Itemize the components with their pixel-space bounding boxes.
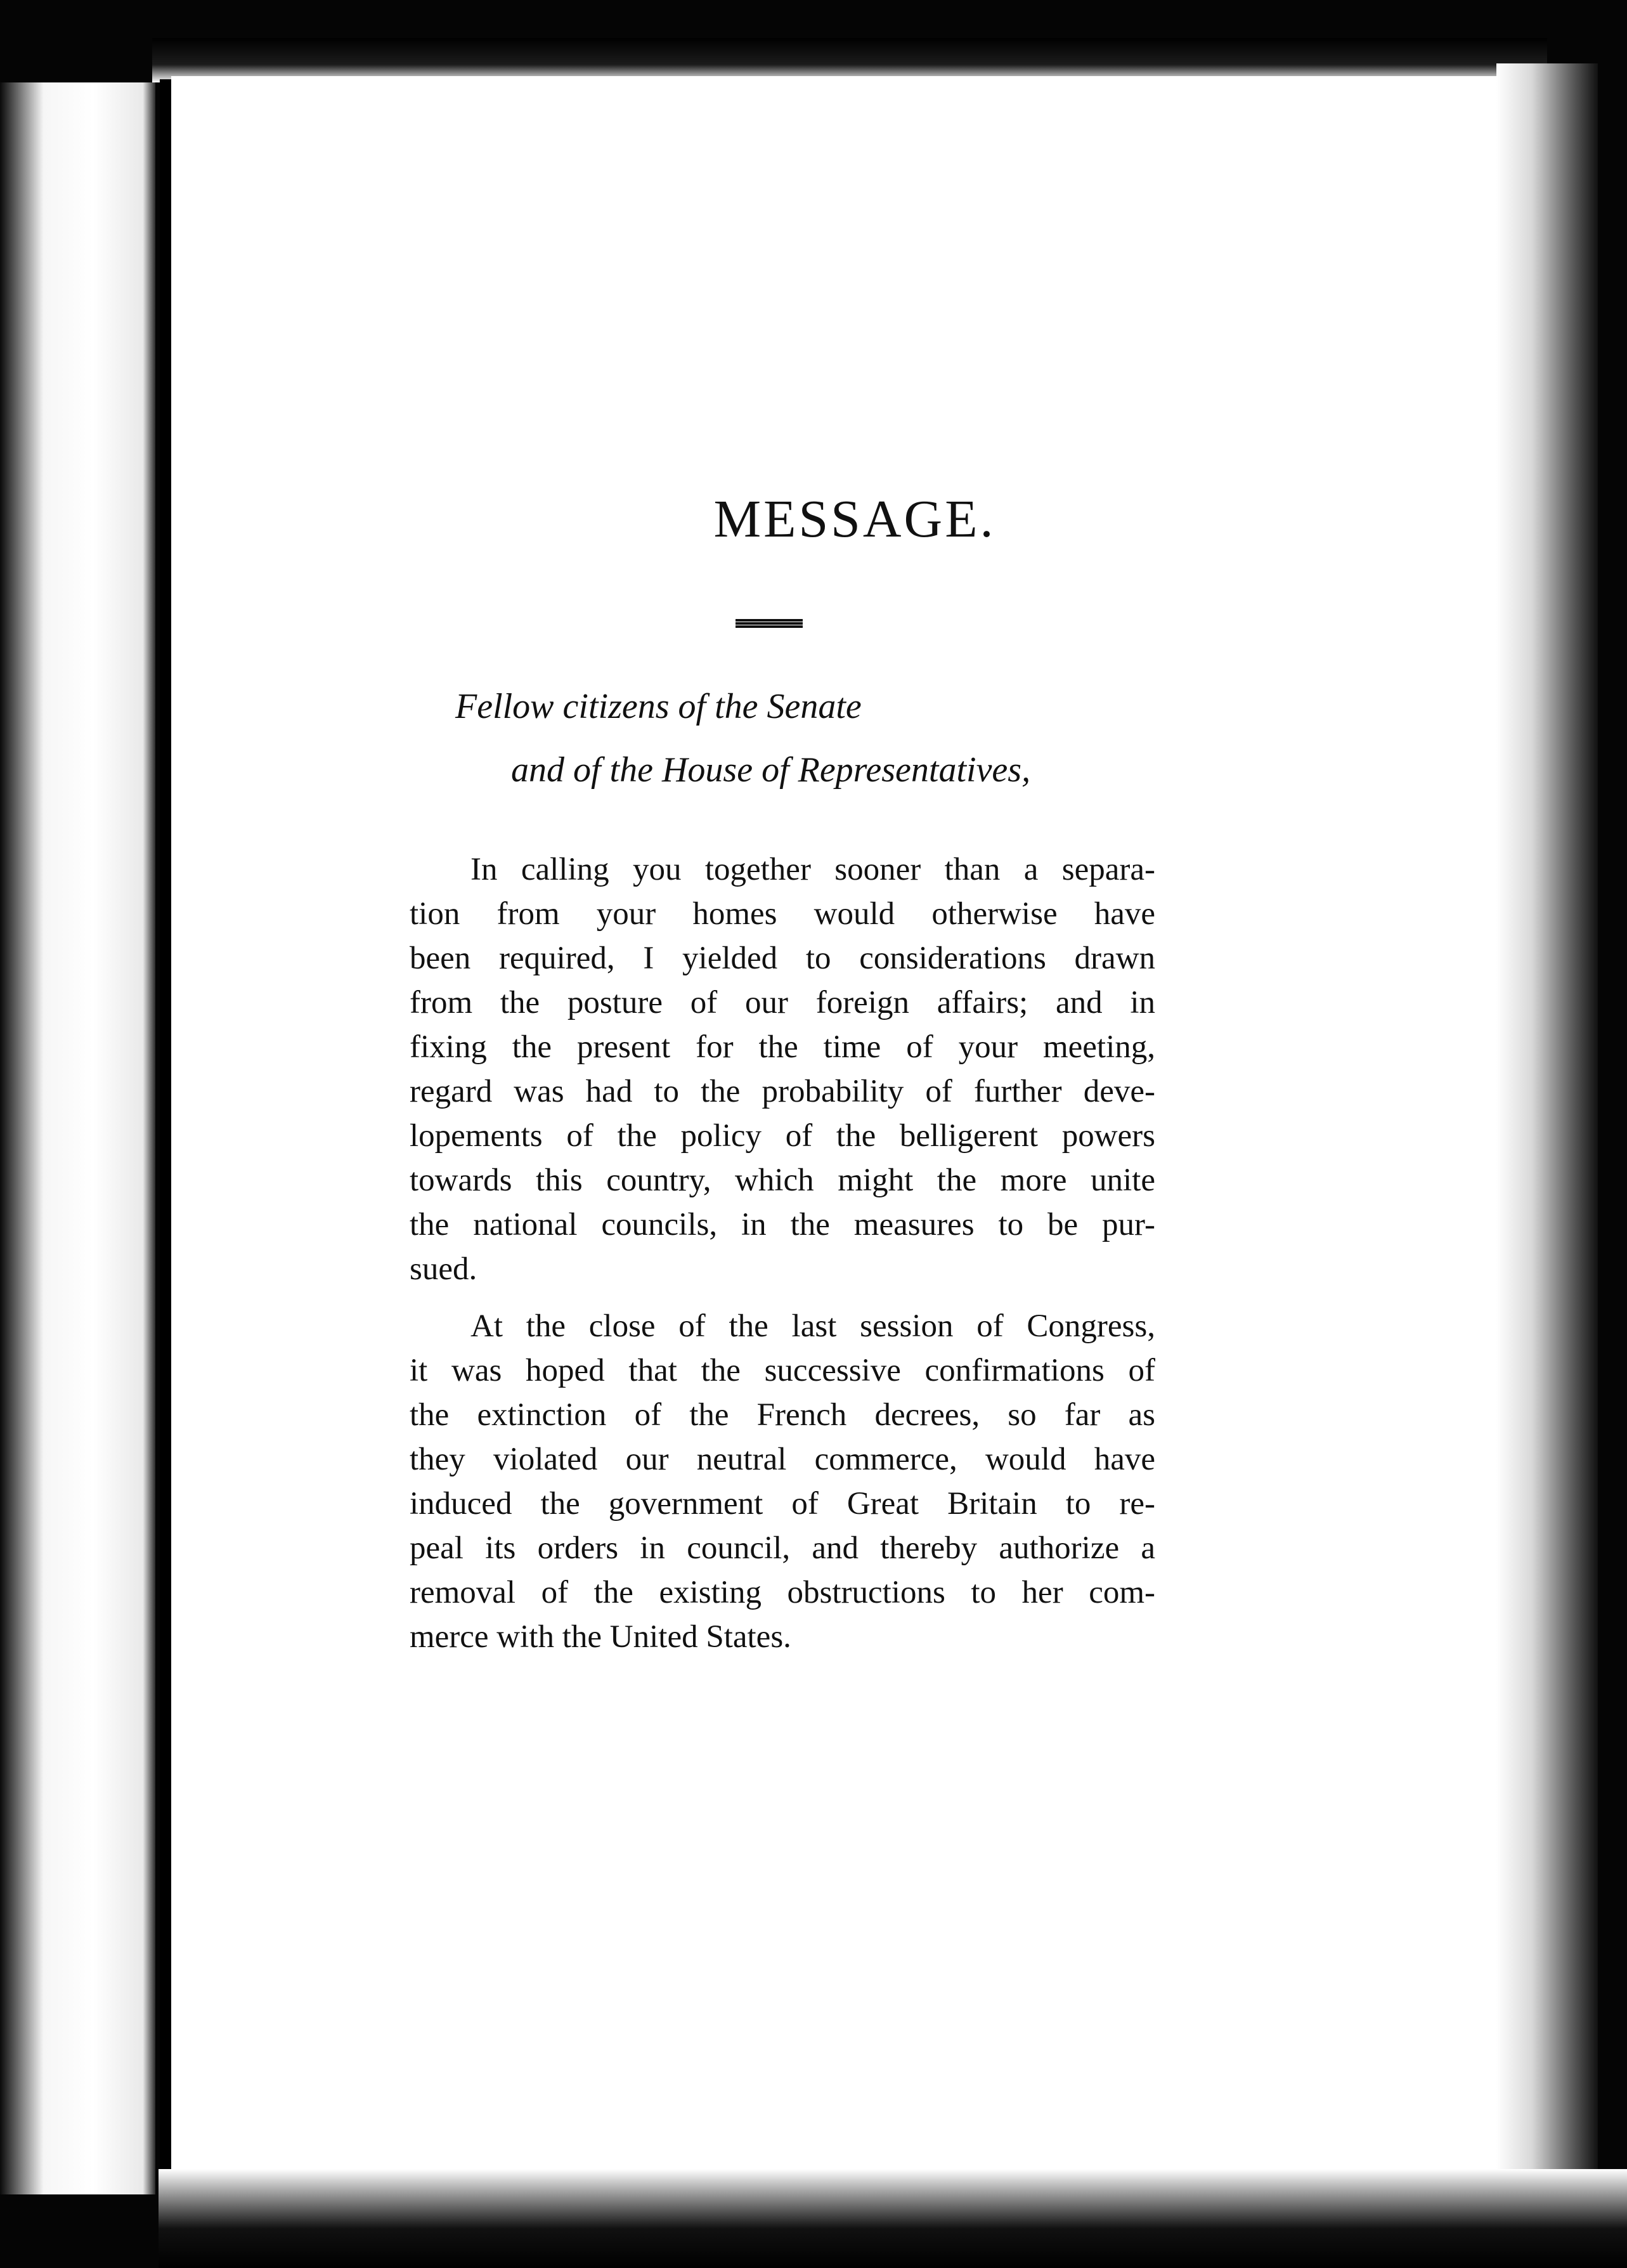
paragraph-line: peal its orders in council, and thereby authorize a: [410, 1530, 1155, 1566]
paragraph-line: it was hoped that the successive confirmations of: [410, 1353, 1155, 1388]
page-title: MESSAGE.: [713, 490, 996, 549]
paragraph-line: they violated our neutral commerce, would have: [410, 1442, 1155, 1477]
title-rule: [736, 619, 803, 628]
paragraph-line: from the posture of our foreign affairs; and in: [410, 985, 1155, 1020]
paragraph-line: sued.: [410, 1251, 477, 1287]
paragraph-line: towards this country, which might the more unite: [410, 1163, 1155, 1198]
paragraph-line: lopements of the policy of the belligerent powers: [410, 1118, 1155, 1154]
paragraph-line: merce with the United States.: [410, 1619, 791, 1655]
adjacent-page-strip: [0, 82, 155, 2194]
paragraph-line: In calling you together sooner than a separa-: [470, 852, 1155, 887]
salutation-line: Fellow citizens of the Senate: [455, 687, 862, 726]
paragraph-line: the extinction of the French decrees, so far as: [410, 1397, 1155, 1433]
paragraph-line: induced the government of Great Britain to re-: [410, 1486, 1155, 1522]
paragraph-line: At the close of the last session of Congress,: [470, 1308, 1155, 1344]
page-bottom-edge: [159, 2169, 1627, 2268]
paragraph-line: tion from your homes would otherwise have: [410, 896, 1155, 932]
paragraph-line: regard was had to the probability of further deve-: [410, 1074, 1155, 1109]
paragraph-line: been required, I yielded to considerations drawn: [410, 941, 1155, 976]
page-right-edge: [1496, 63, 1598, 2194]
paragraph-line: the national councils, in the measures to be pur-: [410, 1207, 1155, 1242]
paragraph-line: fixing the present for the time of your meeting,: [410, 1029, 1155, 1065]
salutation-line: and of the House of Representatives,: [511, 750, 1031, 790]
page-left-edge: [160, 79, 171, 2198]
paragraph-line: removal of the existing obstructions to her com-: [410, 1575, 1155, 1610]
